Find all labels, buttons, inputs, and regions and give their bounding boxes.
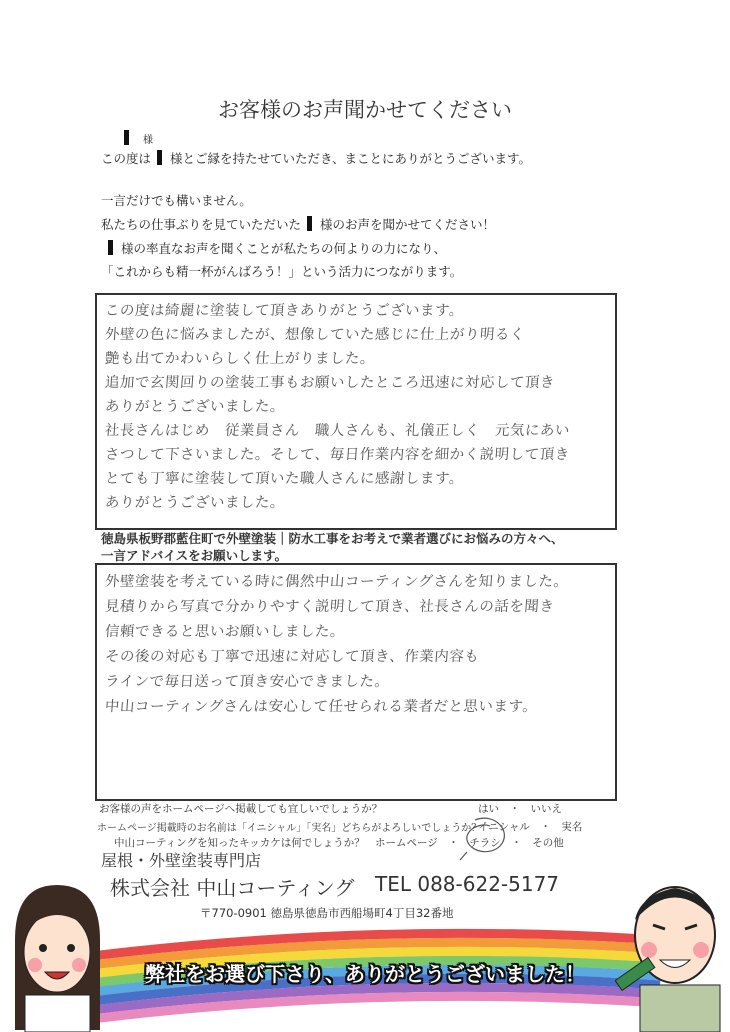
options-publish[interactable]: はい ・ いいえ <box>478 803 562 815</box>
options-name-type[interactable]: イニシャル ・ 実名 <box>478 821 583 833</box>
text: 様とご縁を持たせていただき、まことにありがとうございます。 <box>170 151 532 166</box>
greeting-line-5: 「これからも精一杯がんばろう！」という活力につながります。 <box>101 264 463 279</box>
greeting-line-2: 一言だけでも構いません。 <box>101 193 252 208</box>
options-referral[interactable]: ホームページ ・ チラシ ・ その他 <box>375 837 564 849</box>
handwritten-line: さつして下さいました。そして、毎日作業内容を細かく説明して頂き <box>104 447 571 463</box>
handwritten-line: ありがとうございました。 <box>104 399 286 415</box>
text: この度は <box>101 151 152 166</box>
redacted-name <box>124 130 129 145</box>
redacted-name <box>157 150 162 165</box>
handwritten-line: 外壁塗装を考えている時に偶然中山コーティングさんを知りました。 <box>104 574 570 590</box>
advice-caption-1: 徳島県板野郡藍住町で外壁塗装｜防水工事をお考えで業者選びにお悩みの方々へ、 <box>101 531 564 546</box>
company-name: 株式会社 中山コーティング <box>110 876 355 900</box>
handwritten-line: とても丁寧に塗装して頂いた職人さんに感謝します。 <box>104 471 465 487</box>
name-suffix: 様 <box>143 135 153 146</box>
handwritten-line: 中山コーティングさんは安心して任せられる業者だと思います。 <box>104 699 538 715</box>
company-tel: TEL 088-622-5177 <box>375 872 560 896</box>
redacted-name <box>108 240 113 255</box>
greeting-line-1 <box>101 149 531 167</box>
handwritten-line: ラインで毎日送って頂き安心できました。 <box>104 674 391 690</box>
text: 様の率直なお声を聞くことが私たちの何よりの力になり、 <box>121 241 447 256</box>
feedback-box-2 <box>95 563 617 801</box>
question-publish: お客様の声をホームページへ掲載しても宜しいでしょうか？ <box>99 803 383 815</box>
handwritten-line: 社長さんはじめ 従業員さん 職人さんも、礼儀正しく 元気にあい <box>104 423 571 439</box>
handwritten-line: 信頼できると思いお願いしました。 <box>104 624 346 640</box>
greeting-line-3 <box>101 215 495 233</box>
handwritten-line: ありがとうございました。 <box>104 495 286 511</box>
handwritten-line: 追加で玄関回りの塗装工事もお願いしたところ迅速に対応して頂き <box>104 375 556 391</box>
customer-name-line <box>118 130 153 146</box>
specialty-label: 屋根・外壁塗装専門店 <box>101 851 262 870</box>
handwritten-line: この度は綺麗に塗装して頂きありがとうございます。 <box>104 303 465 319</box>
thank-you-banner: 弊社をお選び下さり、ありがとうございました！ <box>145 962 585 986</box>
greeting-line-4 <box>104 239 446 257</box>
text: 私たちの仕事ぶりを見ていただいた <box>101 217 302 232</box>
handwritten-circle-mark <box>455 812 515 862</box>
handwritten-line: 見積りから写真で分かりやすく説明して頂き、社長さんの話を聞き <box>104 599 555 615</box>
handwritten-line: 外壁の色に悩みましたが、想像していた感じに仕上がり明るく <box>104 327 526 343</box>
handwritten-line: 艶も出てかわいらしく仕上がりました。 <box>104 351 376 367</box>
staff-man-illustration <box>615 880 730 1032</box>
feedback-box-1 <box>95 293 617 530</box>
handwritten-line: その後の対応も丁寧で迅速に対応して頂き、作業内容も <box>104 649 480 665</box>
question-name-type: ホームページ掲載時のお名前は「イニシャル」「実名」どちらがよろしいでしょうか？ <box>97 823 482 834</box>
question-referral: 中山コーティングを知ったキッカケは何でしょうか？ <box>114 837 365 849</box>
text: 様のお声を聞かせてください！ <box>320 217 496 232</box>
page-title: お客様のお声聞かせてください <box>218 98 512 122</box>
redacted-name <box>307 216 312 231</box>
advice-caption-2: 一言アドバイスをお願いします。 <box>101 548 288 563</box>
company-address: 〒770-0901 徳島県徳島市西船場町4丁目32番地 <box>200 906 454 920</box>
staff-woman-illustration <box>5 880 110 1032</box>
